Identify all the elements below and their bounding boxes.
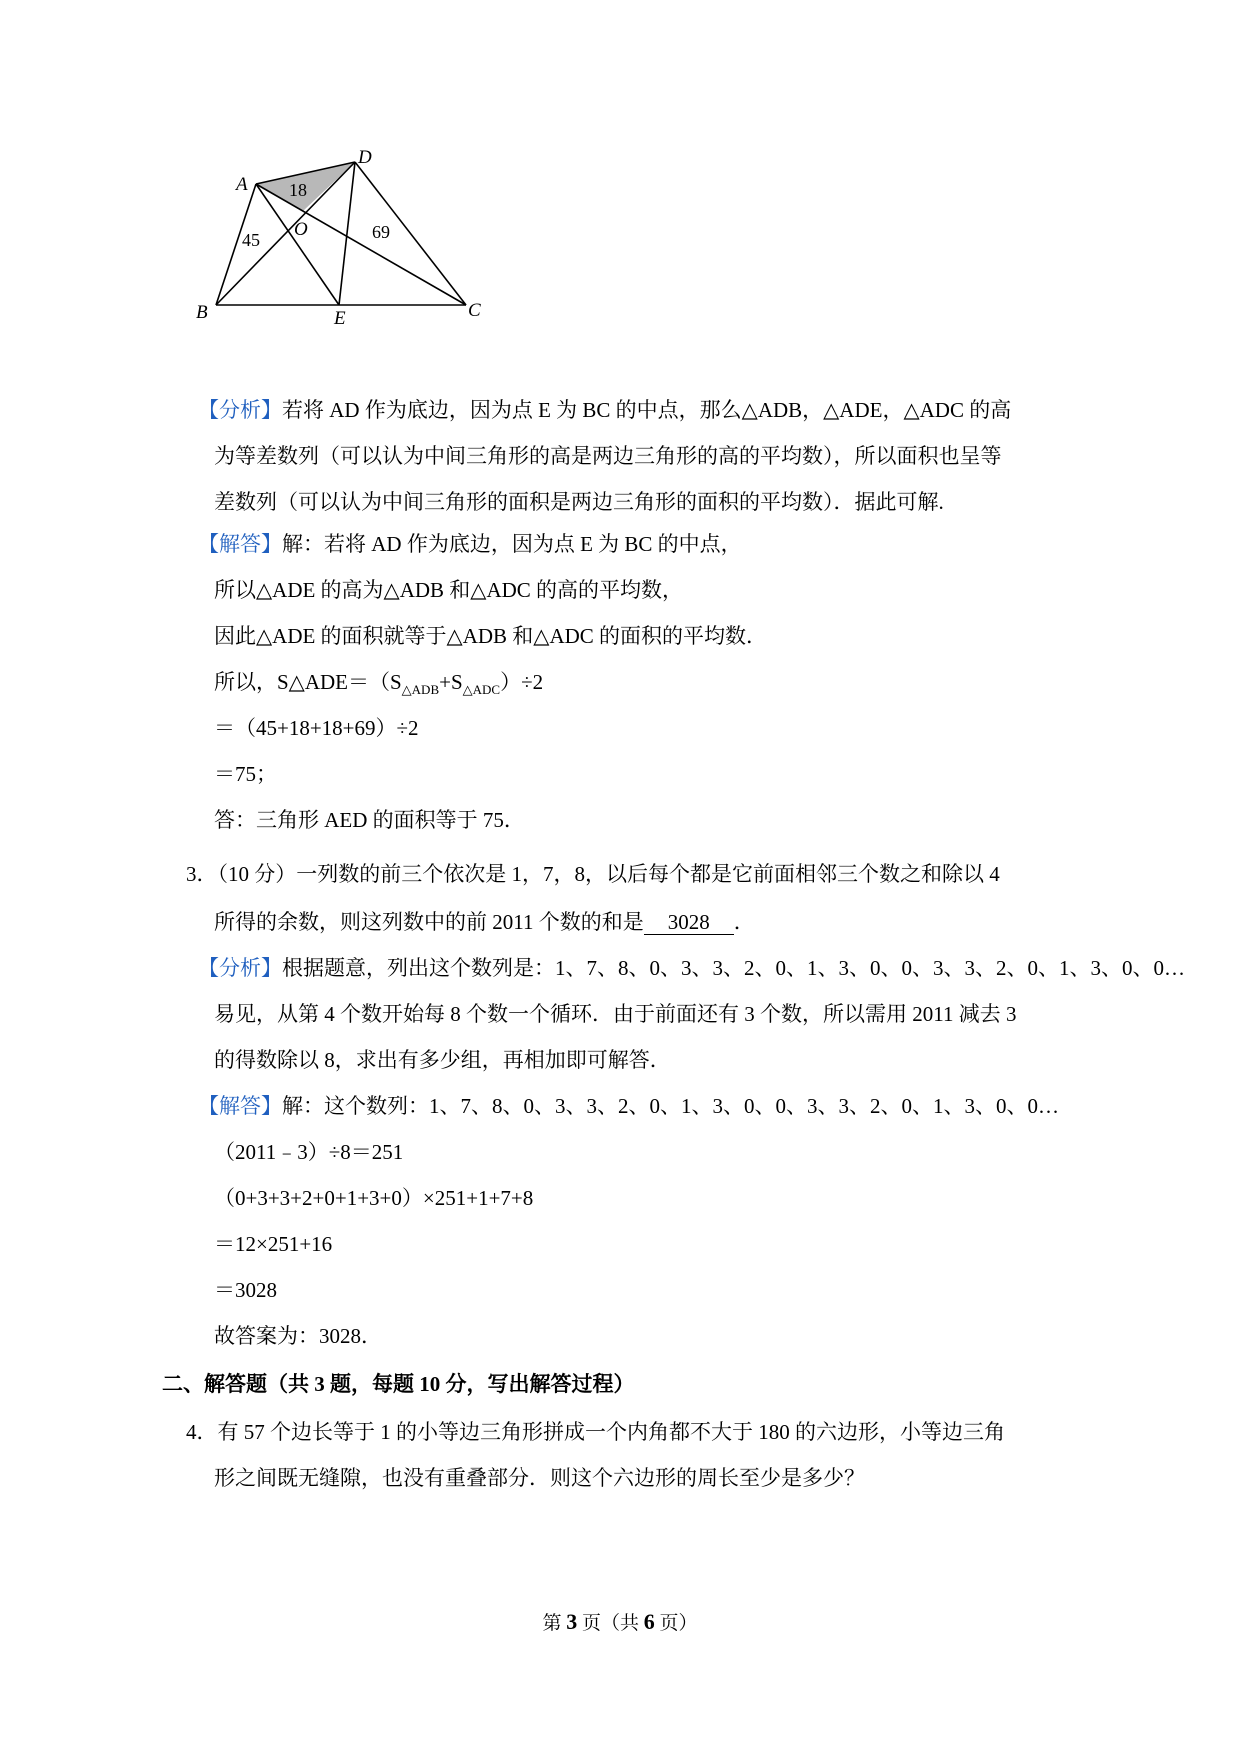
- q2-solution-line-7: 答：三角形 AED 的面积等于 75．: [214, 808, 525, 832]
- footer-total-pages: 6: [643, 1609, 655, 1634]
- formula-sub-1: △ADB: [401, 682, 440, 698]
- q4-stem-line-2: 形之间既无缝隙，也没有重叠部分．则这个六边形的周长至少是多少？: [214, 1466, 865, 1490]
- geometry-diagram: [196, 147, 570, 370]
- q3-solution-line-4: ＝12×251+16: [214, 1232, 333, 1256]
- q2-solution-line-1: [198, 530, 742, 558]
- q2-analysis-line-2: 为等差数列（可以认为中间三角形的高是两边三角形的高的平均数），所以面积也呈等: [214, 444, 1002, 468]
- q3-stem-line-2: [214, 908, 755, 936]
- q3-solution-text-1: 解：这个数列：1、7、8、0、3、3、2、0、1、3、0、0、3、3、2、0、1、3、0、0…: [282, 1094, 1059, 1118]
- q3-analysis-line-1: [198, 954, 1185, 982]
- q2-solution-text-1: 解：若将 AD 作为底边，因为点 E 为 BC 的中点，: [282, 532, 742, 556]
- solution-tag: 【解答】: [198, 532, 282, 556]
- label-A: A: [236, 174, 248, 195]
- solution-tag: 【解答】: [198, 1094, 282, 1118]
- page-footer: [0, 1608, 1240, 1635]
- q3-stem-end: ．: [733, 910, 755, 934]
- footer-prefix: 第: [542, 1613, 567, 1634]
- q3-solution-line-6: 故答案为：3028．: [214, 1324, 382, 1348]
- q2-solution-line-4: [214, 668, 543, 704]
- formula-part-c: ）÷2: [500, 670, 544, 694]
- q3-solution-line-1: [198, 1092, 1059, 1120]
- q3-stem-text: 所得的余数，则这列数中的前 2011 个数的和是: [214, 910, 644, 934]
- q2-solution-line-5: ＝（45+18+18+69）÷2: [214, 716, 419, 740]
- q3-analysis-line-2: 易见，从第 4 个数开始每 8 个数一个循环．由于前面还有 3 个数，所以需用 2011 减去 3: [214, 1002, 1017, 1026]
- q3-solution-line-5: ＝3028: [214, 1278, 277, 1302]
- q3-analysis-text-1: 根据题意，列出这个数列是：1、7、8、0、3、3、2、0、1、3、0、0、3、3、2、0、1、3、0、0…: [282, 956, 1185, 980]
- q2-analysis-line-3: 差数列（可以认为中间三角形的面积是两边三角形的面积的平均数）．据此可解.: [214, 490, 944, 514]
- label-C: C: [468, 300, 481, 321]
- area-label-shaded: 18: [289, 180, 307, 200]
- formula-sub-2: △ADC: [462, 682, 501, 698]
- area-label-left: 45: [242, 230, 260, 250]
- q3-answer-blank: 3028: [644, 910, 734, 935]
- analysis-tag: 【分析】: [198, 956, 282, 980]
- label-D: D: [358, 147, 372, 168]
- q3-stem-line-1: 3．（10 分）一列数的前三个依次是 1，7，8，以后每个都是它前面相邻三个数之和除以 4: [186, 862, 1000, 886]
- q3-solution-line-2: （2011﹣3）÷8＝251: [214, 1140, 404, 1164]
- trapezoid-figure: [196, 147, 570, 370]
- footer-page-number: 3: [566, 1609, 578, 1634]
- label-O: O: [294, 219, 308, 240]
- q2-solution-line-2: 所以△ADE 的高为△ADB 和△ADC 的高的平均数，: [214, 578, 684, 602]
- q2-solution-line-6: ＝75；: [214, 762, 277, 786]
- footer-suffix: 页）: [654, 1613, 698, 1634]
- q2-analysis-line-1: [198, 396, 1011, 424]
- segment-AC: [256, 184, 466, 305]
- section-2-title: 二、解答题（共 3 题，每题 10 分，写出解答过程）: [162, 1372, 635, 1396]
- area-label-right: 69: [372, 222, 390, 242]
- q2-solution-line-3: 因此△ADE 的面积就等于△ADB 和△ADC 的面积的平均数．: [214, 624, 768, 648]
- formula-part-a: 所以，S△ADE＝（S: [214, 670, 402, 694]
- analysis-tag: 【分析】: [198, 398, 282, 422]
- q4-stem-line-1: 4．有 57 个边长等于 1 的小等边三角形拼成一个内角都不大于 180 的六边形，小等边三角: [186, 1420, 1005, 1444]
- q3-solution-line-3: （0+3+3+2+0+1+3+0）×251+1+7+8: [214, 1186, 534, 1210]
- footer-middle: 页（共: [577, 1613, 644, 1634]
- label-B: B: [196, 302, 208, 323]
- label-E: E: [334, 308, 346, 329]
- q2-analysis-text-1: 若将 AD 作为底边，因为点 E 为 BC 的中点，那么△ADB，△ADE，△ADC 的高: [282, 398, 1012, 422]
- q3-analysis-line-3: 的得数除以 8，求出有多少组，再相加即可解答．: [214, 1048, 671, 1072]
- formula-part-b: +S: [439, 670, 463, 694]
